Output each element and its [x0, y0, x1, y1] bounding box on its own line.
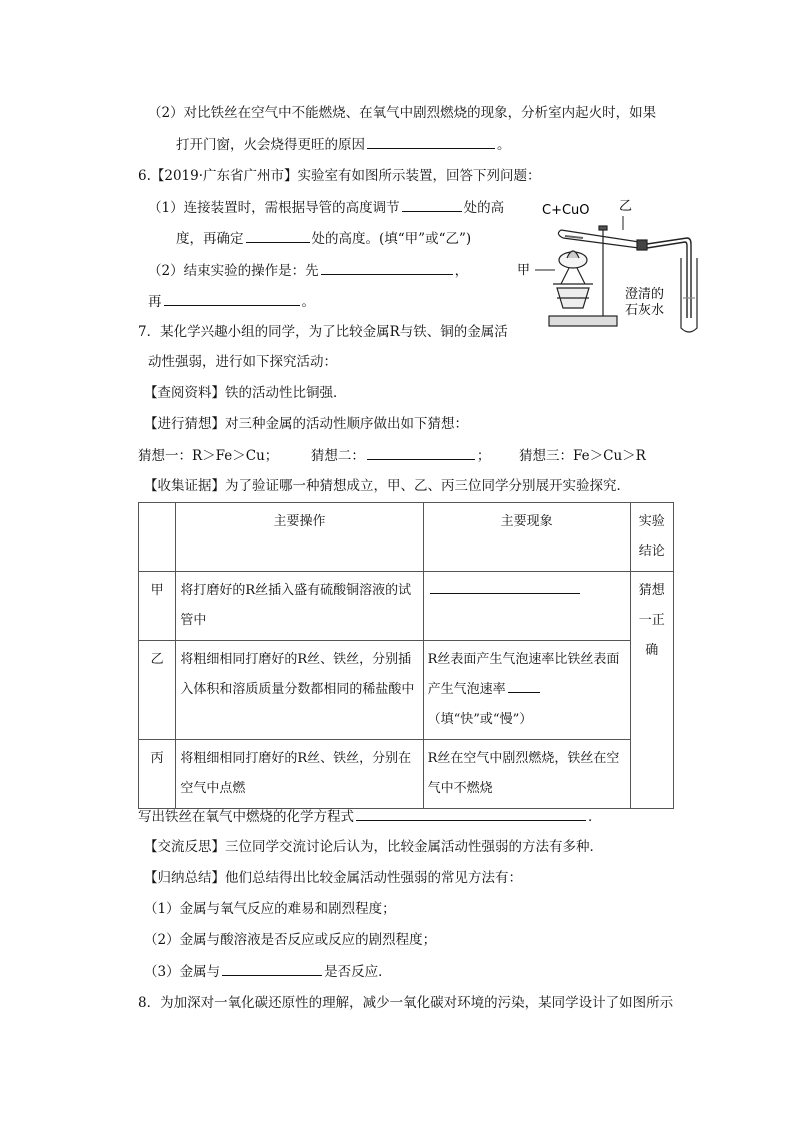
q6-header: 6.【2019·广东省广州市】实验室有如图所示装置，回答下列问题：: [138, 168, 541, 184]
guess-2-end: ；: [476, 448, 491, 464]
table-row: [139, 572, 674, 641]
q7-summary-1: （1）金属与氧气反应的难易和剧烈程度；: [144, 901, 396, 917]
guess-3: 猜想三：Fe＞Cu＞R: [519, 448, 646, 464]
q7-evidence: 【收集证据】为了验证哪一种猜想成立，甲、乙、丙三位同学分别展开实验探究．: [144, 478, 630, 494]
q6-p1-text-b: 处的高: [463, 200, 505, 216]
q6-part2-line2: [148, 291, 315, 312]
q7-guess-heading: 【进行猜想】对三种金属的活动性顺序做出如下猜想：: [144, 416, 468, 432]
header-operation: 主要操作: [176, 503, 423, 572]
q5-part2-line2: [176, 134, 511, 155]
row-phenomenon: [423, 641, 630, 740]
phenomenon-blank[interactable]: [430, 579, 580, 594]
q5-answer-blank[interactable]: [367, 134, 495, 149]
row-who: 甲: [139, 572, 176, 641]
q7-reflection: 【交流反思】三位同学交流讨论后认为，比较金属活动性强弱的方法有多种．: [144, 839, 603, 855]
q6-p1-blank2[interactable]: [246, 228, 310, 243]
q7-summary-3: [144, 961, 392, 982]
jia-label: 甲: [517, 263, 531, 278]
guess-1: 猜想一：R＞Fe＞Cu；: [138, 448, 279, 464]
apparatus-figure: [505, 188, 705, 338]
row-conclusion: 猜想一正确: [630, 572, 673, 809]
row-operation: 将打磨好的R丝插入盛有硫酸铜溶液的试管中: [176, 572, 423, 641]
table-header-row: [139, 503, 674, 572]
table-row: [139, 740, 674, 809]
summary-3-text-a: （3）金属与: [144, 964, 221, 980]
guess-2-label: 猜想二：: [310, 448, 365, 464]
q7-summary-heading: 【归纳总结】他们总结得出比较金属活动性强弱的常见方法有：: [144, 870, 522, 886]
q6-p1-text-d: 处的高度。(填“甲”或“乙”): [311, 231, 472, 247]
q7-reference: 【查阅资料】铁的活动性比铜强．: [144, 385, 347, 401]
equation-end: ．: [588, 809, 602, 825]
header-conclusion: 实验结论: [630, 503, 673, 572]
table-row: [139, 641, 674, 740]
q6-p1-text-c: 度，再确定: [176, 231, 244, 247]
row-operation: 将粗细相同打磨好的R丝、铁丝，分别插入体积和溶质质量分数都相同的稀盐酸中: [176, 641, 423, 740]
q6-p2-text-d: 。: [301, 294, 315, 310]
phenomenon-text-b: （填“快”或“慢”）: [427, 712, 533, 727]
limewater-label-2: 石灰水: [625, 303, 665, 318]
row-who: 丙: [139, 740, 176, 809]
phenomenon-text-a: R丝表面产生气泡速率比铁丝表面产生气泡速率: [427, 652, 620, 697]
q6-part1-line1: [148, 197, 504, 218]
q6-p2-text-a: （2）结束实验的操作是：先: [148, 263, 319, 279]
q6-p1-blank1[interactable]: [402, 197, 462, 212]
q5-period: 。: [497, 137, 511, 153]
alcohol-lamp: [553, 251, 593, 308]
q7-summary-2: （2）金属与酸溶液是否反应或反应的剧烈程度；: [144, 932, 437, 948]
row-operation: 将粗细相同打磨好的R丝、铁丝，分别在空气中点燃: [176, 740, 423, 809]
yi-label: 乙: [619, 199, 633, 214]
q6-p2-text-b: ，: [454, 263, 469, 279]
row-who: 乙: [139, 641, 176, 740]
q6-p2-blank2[interactable]: [164, 291, 300, 306]
experiment-table: [138, 502, 674, 809]
q6-p1-text-a: （1）连接装置时，需根据导管的高度调节: [148, 200, 400, 216]
limewater-tube: [681, 258, 697, 332]
q6-p2-blank1[interactable]: [321, 260, 453, 275]
equation-prompt: 写出铁丝在氧气中燃烧的化学方程式: [138, 809, 354, 825]
q6-part2-line1: [148, 260, 468, 281]
row-phenomenon: [423, 572, 630, 641]
reagent-label: C+CuO: [542, 203, 590, 218]
summary-3-text-b: 是否反应．: [324, 964, 392, 980]
row-phenomenon: R丝在空气中剧烈燃烧，铁丝在空气中不燃烧: [423, 740, 630, 809]
limewater-label-1: 澄清的: [625, 287, 665, 302]
q5-prompt: 打开门窗，火会烧得更旺的原因: [176, 137, 365, 153]
q5-part2-line1: （2）对比铁丝在空气中不能燃烧、在氧气中剧烈燃烧的现象，分析室内起火时，如果: [148, 105, 657, 121]
q6-p2-text-c: 再: [148, 294, 162, 310]
summary-3-blank[interactable]: [222, 961, 322, 976]
equation-blank[interactable]: [356, 806, 586, 821]
q7-intro-line2: 动性强弱，进行如下探究活动：: [148, 354, 337, 370]
q8-line1: 8．为加深对一氧化碳还原性的理解，减少一氧化碳对环境的污染，某同学设计了如图所示: [138, 995, 674, 1011]
header-phenomenon: 主要现象: [423, 503, 630, 572]
q7-equation: [138, 806, 602, 827]
header-who: [139, 503, 176, 572]
q6-part1-line2: [176, 228, 471, 249]
q7-guesses: [138, 445, 646, 466]
speed-blank[interactable]: [508, 678, 540, 693]
guess-2-blank[interactable]: [367, 445, 475, 460]
q7-intro-line1: 7．某化学兴趣小组的同学，为了比较金属R与铁、铜的金属活: [138, 324, 508, 340]
